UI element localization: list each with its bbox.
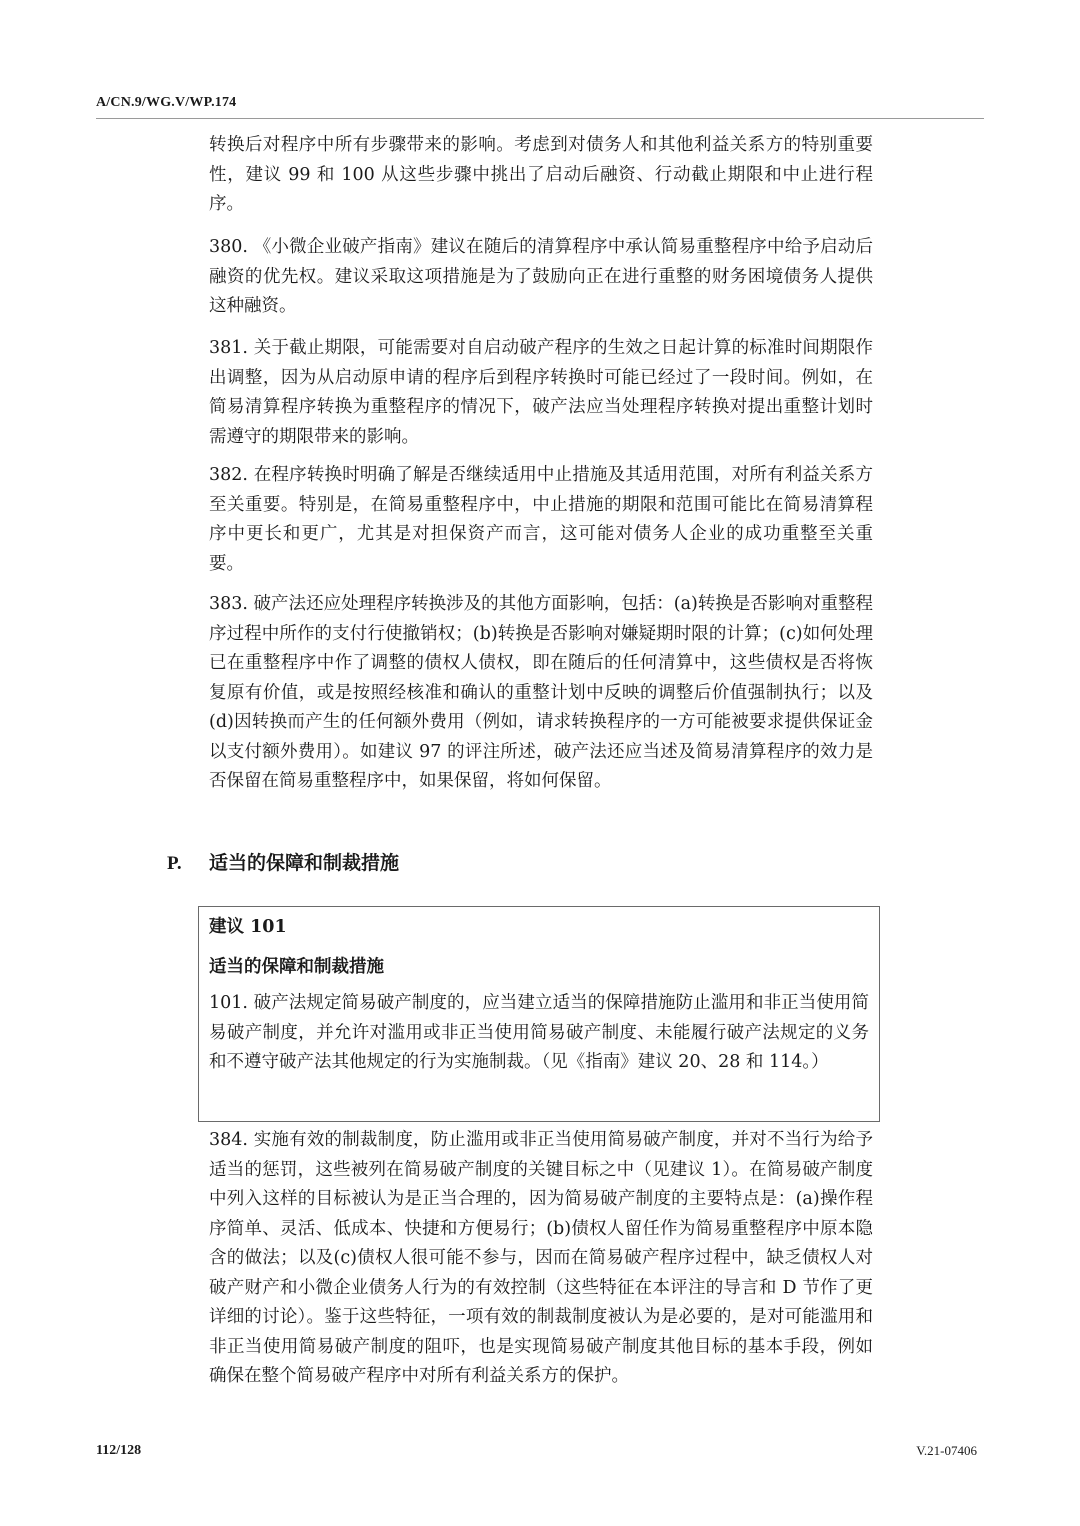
paragraph-380 [209,233,873,322]
paragraph-continued [209,131,873,220]
paragraph-383 [209,590,873,797]
paragraph-382 [209,461,873,579]
job-number: V.21-07406 [916,1443,977,1458]
header-rule [96,118,984,119]
paragraph-384-text: 384. 实施有效的制裁制度，防止滥用或非正当使用简易破产制度，并对不当行为给予适当的惩罚，这些被列在简易破产制度的关键目标之中（见建议 1）。在简易破产制度中列入这样的目标被认为是正当合理的，因为简易破产制度的主要特点是：(a)操作程序简单、灵活、低成本、快捷和方便易行；(b)债权人留任作为简易重整程序中原本隐含的做法；以及(c)债权人很可能不参与，因而在简易破产程序过程中，缺乏债权人对破产财产和小微企业债务人行为的有效控制（这些特征在本评注的导言和 D 节作了更详细的讨论）。鉴于这些特征，一项有效的制裁制度被认为是必要的，是对可能滥用和非正当使用简易破产制度的阻吓，也是实现简易破产制度其他目标的基本手段，例如确保在整个简易破产程序中对所有利益关系方的保护。 [209,1130,873,1386]
recommendation-title: 适当的保障和制裁措施 [209,957,384,977]
section-heading [167,848,399,875]
paragraph-381 [209,334,873,452]
page-number: 112/128 [96,1443,142,1458]
recommendation-box [198,906,880,1122]
paragraph-continued-text: 转换后对程序中所有步骤带来的影响。考虑到对债务人和其他利益关系方的特别重要性，建议 99 和 100 从这些步骤中挑出了启动后融资、行动截止期限和中止进行程序。 [209,135,873,214]
recommendation-text: 101. 破产法规定简易破产制度的，应当建立适当的保障措施防止滥用和非正当使用简易破产制度，并允许对滥用或非正当使用简易破产制度、未能履行破产法规定的义务和不遵守破产法其他规定的行为实施制裁。（见《指南》建议 20、28 和 114。） [209,993,869,1072]
paragraph-384 [209,1126,873,1392]
paragraph-382-text: 382. 在程序转换时明确了解是否继续适用中止措施及其适用范围，对所有利益关系方至关重要。特别是，在简易重整程序中，中止措施的期限和范围可能比在简易清算程序中更长和更广，尤其是对担保资产而言，这可能对债务人企业的成功重整至关重要。 [209,465,873,574]
paragraph-381-text: 381. 关于截止期限，可能需要对自启动破产程序的生效之日起计算的标准时间期限作出调整，因为从启动原申请的程序后到程序转换时可能已经过了一段时间。例如，在简易清算程序转换为重整程序的情况下，破产法应当处理程序转换对提出重整计划时需遵守的期限带来的影响。 [209,338,873,447]
section-title: 适当的保障和制裁措施 [209,852,400,874]
document-symbol: A/CN.9/WG.V/WP.174 [96,95,237,110]
paragraph-380-text: 380. 《小微企业破产指南》建议在随后的清算程序中承认简易重整程序中给予启动后融资的优先权。建议采取这项措施是为了鼓励向正在进行重整的财务困境债务人提供这种融资。 [209,237,873,316]
paragraph-383-text: 383. 破产法还应处理程序转换涉及的其他方面影响，包括：(a)转换是否影响对重整程序过程中所作的支付行使撤销权；(b)转换是否影响对嫌疑期时限的计算；(c)如何处理已在重整程序中作了调整的债权人债权，即在随后的任何清算中，这些债权是否将恢复原有价值，或是按照经核准和确认的重整计划中反映的调整后价值强制执行；以及(d)因转换而产生的任何额外费用（例如，请求转换程序的一方可能被要求提供保证金以支付额外费用）。如建议 97 的评注所述，破产法还应当述及简易清算程序的效力是否保留在简易重整程序中，如果保留，将如何保留。 [209,594,873,791]
section-letter: P. [167,853,182,874]
recommendation-number: 建议 101 [209,917,287,937]
